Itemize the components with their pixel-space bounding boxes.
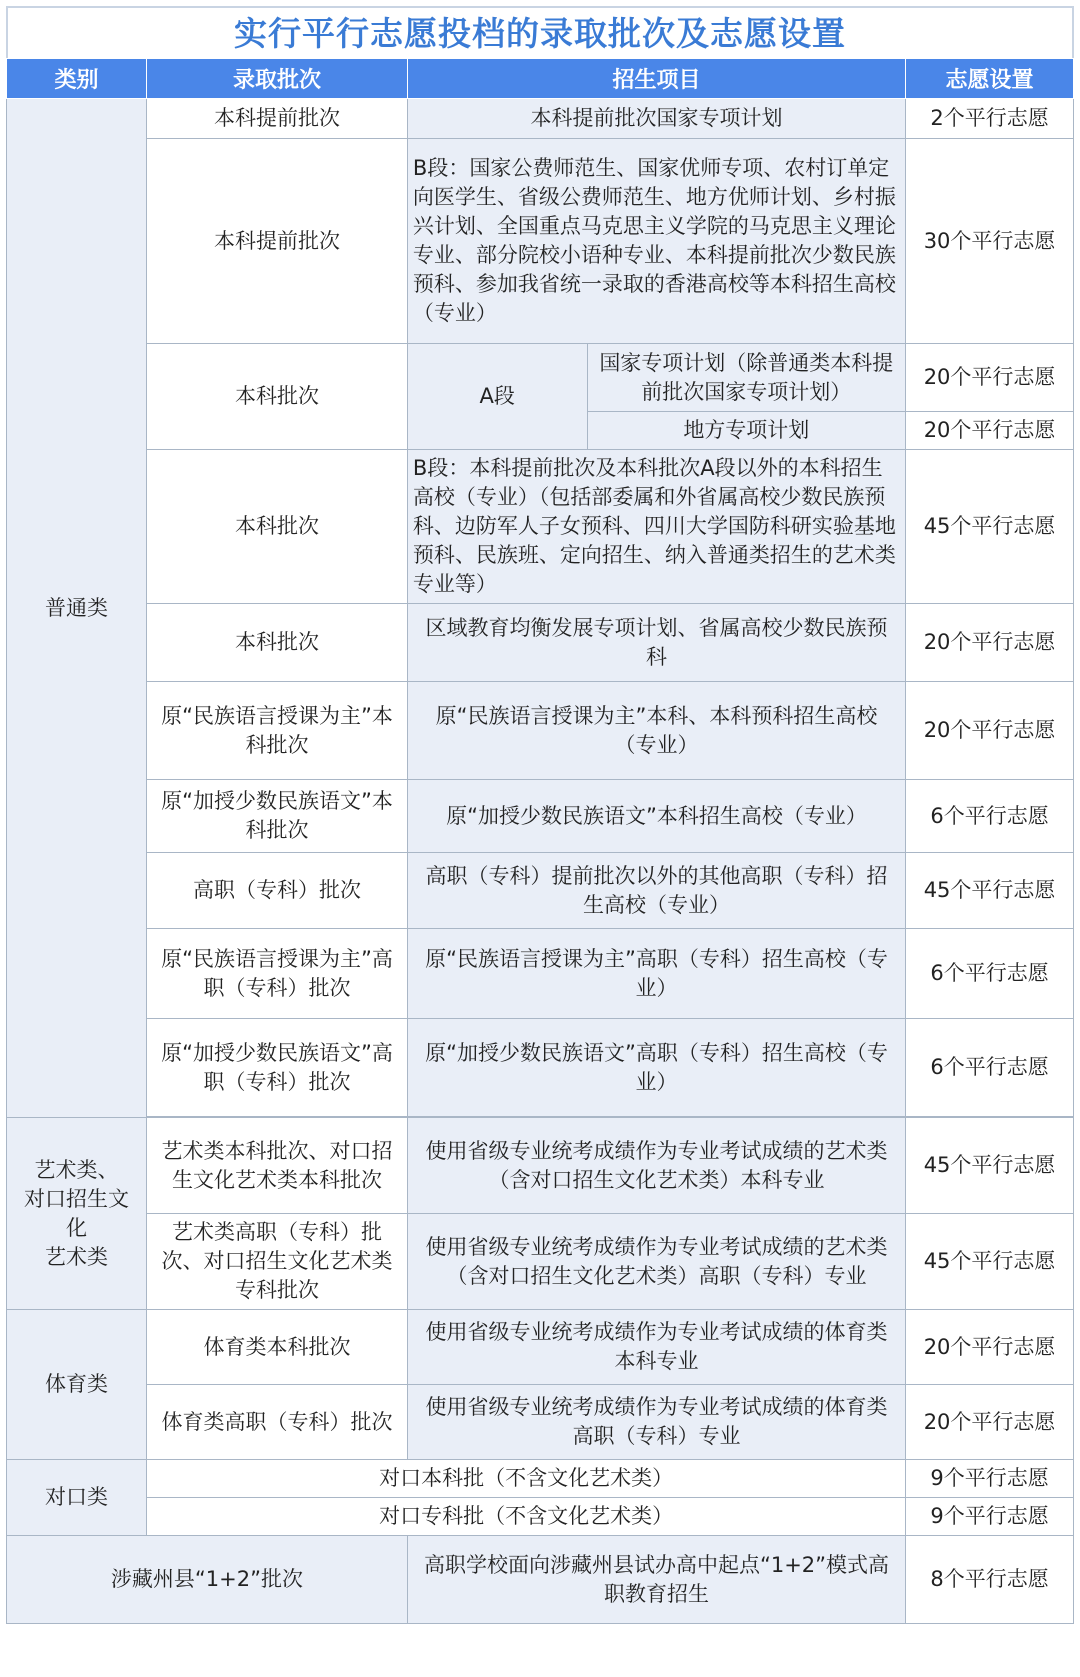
project-cell: 原“民族语言授课为主”本科、本科预科招生高校（专业） (407, 682, 905, 780)
project-cell: 本科提前批次国家专项计划 (407, 99, 905, 139)
setting-cell: 8个平行志愿 (906, 1536, 1074, 1624)
table-row (7, 450, 1074, 604)
batch-cell: 原“加授少数民族语文”本科批次 (147, 780, 408, 853)
setting-cell: 6个平行志愿 (906, 929, 1074, 1019)
batch-cell: 高职（专科）批次 (147, 853, 408, 929)
table-row (7, 1118, 1074, 1214)
setting-cell: 20个平行志愿 (906, 1385, 1074, 1460)
table-row (7, 1214, 1074, 1310)
project-cell: 国家专项计划（除普通类本科提前批次国家专项计划） (587, 344, 906, 412)
project-cell: 使用省级专业统考成绩作为专业考试成绩的体育类本科专业 (407, 1310, 905, 1385)
batch-cell: 对口本科批（不含文化艺术类） (147, 1460, 906, 1498)
batch-cell: 本科提前批次 (147, 99, 408, 139)
project-cell: 使用省级专业统考成绩作为专业考试成绩的艺术类（含对口招生文化艺术类）高职（专科）专业 (407, 1214, 905, 1310)
project-cell: 原“民族语言授课为主”高职（专科）招生高校（专业） (407, 929, 905, 1019)
table-row (7, 1460, 1074, 1498)
project-cell: 使用省级专业统考成绩作为专业考试成绩的艺术类（含对口招生文化艺术类）本科专业 (407, 1118, 905, 1214)
batch-cell: 本科批次 (147, 604, 408, 682)
batch-cell: 本科批次 (147, 344, 408, 450)
header-batch: 录取批次 (147, 59, 408, 99)
batch-cell: 艺术类本科批次、对口招生文化艺术类本科批次 (147, 1118, 408, 1214)
category-cell: 体育类 (7, 1310, 147, 1460)
setting-cell: 2个平行志愿 (906, 99, 1074, 139)
batch-cell: 原“加授少数民族语文”高职（专科）批次 (147, 1019, 408, 1117)
table-row (7, 1536, 1074, 1624)
setting-cell: 20个平行志愿 (906, 344, 1074, 412)
setting-cell: 45个平行志愿 (906, 853, 1074, 929)
setting-cell: 20个平行志愿 (906, 412, 1074, 450)
table-row (7, 853, 1074, 929)
table-row (7, 604, 1074, 682)
setting-cell: 6个平行志愿 (906, 1019, 1074, 1117)
table-row (7, 99, 1074, 139)
batch-cell: 涉藏州县“1+2”批次 (7, 1536, 408, 1624)
header-row (7, 59, 1074, 99)
page-title: 实行平行志愿投档的录取批次及志愿设置 (6, 6, 1074, 58)
batch-cell: 原“民族语言授课为主”本科批次 (147, 682, 408, 780)
admission-table (6, 58, 1074, 1624)
batch-cell: 体育类本科批次 (147, 1310, 408, 1385)
batch-cell: 本科提前批次 (147, 139, 408, 344)
segment-cell: A段 (407, 344, 587, 450)
setting-cell: 20个平行志愿 (906, 682, 1074, 780)
setting-cell: 6个平行志愿 (906, 780, 1074, 853)
batch-cell: 艺术类高职（专科）批次、对口招生文化艺术类专科批次 (147, 1214, 408, 1310)
table-row (7, 344, 1074, 412)
batch-cell: 对口专科批（不含文化艺术类） (147, 1498, 906, 1536)
project-cell: B段：国家公费师范生、国家优师专项、农村订单定向医学生、省级公费师范生、地方优师计划、乡村振兴计划、全国重点马克思主义学院的马克思主义理论专业、部分院校小语种专业、本科提前批次少数民族预科、参加我省统一录取的香港高校等本科招生高校（专业） (407, 139, 905, 344)
project-cell: 原“加授少数民族语文”本科招生高校（专业） (407, 780, 905, 853)
batch-cell: 本科批次 (147, 450, 408, 604)
setting-cell: 9个平行志愿 (906, 1498, 1074, 1536)
table-row (7, 1019, 1074, 1117)
batch-cell: 体育类高职（专科）批次 (147, 1385, 408, 1460)
setting-cell: 20个平行志愿 (906, 1310, 1074, 1385)
project-cell: B段：本科提前批次及本科批次A段以外的本科招生高校（专业）（包括部委属和外省属高校少数民族预科、边防军人子女预科、四川大学国防科研实验基地预科、民族班、定向招生、纳入普通类招生的艺术类专业等） (407, 450, 905, 604)
header-setting: 志愿设置 (906, 59, 1074, 99)
project-cell: 区域教育均衡发展专项计划、省属高校少数民族预科 (407, 604, 905, 682)
header-category: 类别 (7, 59, 147, 99)
setting-cell: 9个平行志愿 (906, 1460, 1074, 1498)
table-row (7, 1385, 1074, 1460)
category-cell: 普通类 (7, 99, 147, 1118)
project-cell: 使用省级专业统考成绩作为专业考试成绩的体育类高职（专科）专业 (407, 1385, 905, 1460)
table-row (7, 139, 1074, 344)
table-row (7, 1310, 1074, 1385)
table-row (7, 1498, 1074, 1536)
setting-cell: 20个平行志愿 (906, 604, 1074, 682)
category-cell: 对口类 (7, 1460, 147, 1536)
project-cell: 原“加授少数民族语文”高职（专科）招生高校（专业） (407, 1019, 905, 1117)
table-row (7, 780, 1074, 853)
table-row (7, 682, 1074, 780)
setting-cell: 45个平行志愿 (906, 1214, 1074, 1310)
project-cell: 高职学校面向涉藏州县试办高中起点“1+2”模式高职教育招生 (407, 1536, 905, 1624)
batch-cell: 原“民族语言授课为主”高职（专科）批次 (147, 929, 408, 1019)
setting-cell: 45个平行志愿 (906, 1118, 1074, 1214)
category-cell: 艺术类、 对口招生文化 艺术类 (7, 1118, 147, 1310)
page (6, 6, 1074, 1624)
header-project: 招生项目 (407, 59, 905, 99)
project-cell: 地方专项计划 (587, 412, 906, 450)
project-cell: 高职（专科）提前批次以外的其他高职（专科）招生高校（专业） (407, 853, 905, 929)
setting-cell: 30个平行志愿 (906, 139, 1074, 344)
table-row (7, 929, 1074, 1019)
setting-cell: 45个平行志愿 (906, 450, 1074, 604)
